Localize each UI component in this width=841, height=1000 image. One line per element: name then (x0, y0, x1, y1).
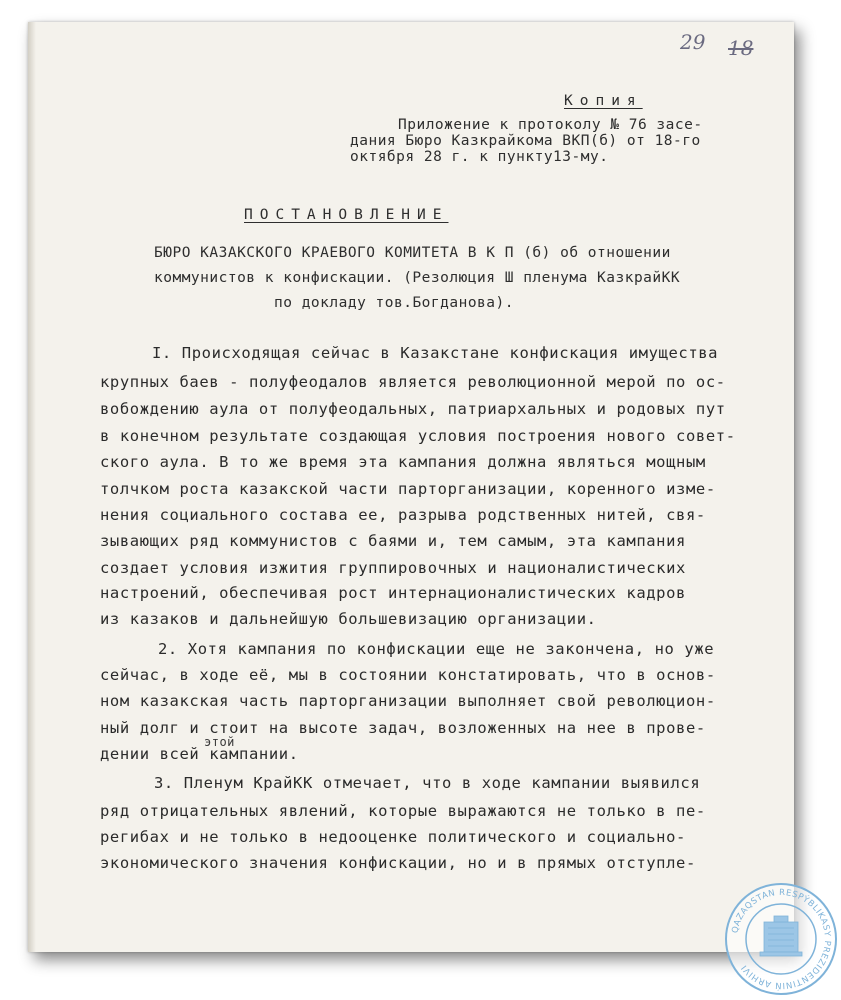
body-line: из казаков и дальнейшую большевизацию организации. (100, 610, 597, 628)
document-page (28, 22, 794, 952)
body-line: в конечном результате создающая условия построения нового совет- (100, 427, 736, 445)
body-line: сейчас, в ходе её, мы в состоянии констатировать, что в основ- (100, 666, 716, 684)
body-line: вобождению аула от полуфеодальных, патриархальных и родовых пут (100, 400, 726, 418)
insertion-word: этой (204, 735, 235, 749)
body-line: зывающих ряд коммунистов с баями и, тем самым, эта кампания (100, 532, 686, 550)
body-line: ряд отрицательных явлений, которые выражаются не только в пе- (100, 802, 706, 820)
page-number-current: 29 (680, 30, 706, 54)
appendix-line-1: Приложение к протоколу № 76 засе- (398, 117, 703, 133)
subtitle-line-3: по докладу тов.Богданова). (274, 295, 514, 311)
appendix-line-2: дания Бюро Казкрайкома ВКП(б) от 18-го (350, 133, 701, 149)
page-binding-edge (28, 22, 36, 952)
archive-seal (724, 882, 838, 996)
appendix-line-3: октября 28 г. к пункту13-му. (350, 149, 609, 165)
body-line: нения социального состава ее, разрыва родственных нитей, свя- (100, 506, 706, 524)
body-line: создает условия изжития группировочных и националистических (100, 559, 686, 577)
body-line: настроений, обеспечивая рост интернационалистических кадров (100, 584, 686, 602)
body-line: 2. Хотя кампания по конфискации еще не закончена, но уже (158, 640, 715, 658)
page-number-struck: 18 (728, 36, 754, 60)
body-line: I. Происходящая сейчас в Казакстане конфискация имущества (152, 344, 719, 362)
subtitle-line-2: коммунистов к конфискации. (Резолюция Ш пленума КазкрайКК (154, 270, 681, 286)
body-line: 3. Пленум КрайКК отмечает, что в ходе кампании выявился (154, 774, 701, 792)
subtitle-line-1: БЮРО КАЗАКСКОГО КРАЕВОГО КОМИТЕТА В К П (б) об отношении (154, 245, 671, 261)
building-icon (760, 916, 802, 956)
seal-ring-text: QAZAQSTAN RESPÝBLIKASY PREZIDENTINIŃ ARHIVI (730, 887, 833, 991)
body-line: регибах и не только в недооценке политического и социально- (100, 828, 686, 846)
document-heading: ПОСТАНОВЛЕНИЕ (244, 207, 449, 223)
copy-label: Копия (564, 93, 643, 109)
body-line: ского аула. В то же время эта кампания должна являться мощным (100, 453, 706, 471)
body-line: толчком роста казакской части парторганизации, коренного изме- (100, 480, 716, 498)
body-line: ный долг и стоит на высоте задач, возложенных на нее в прове- (100, 719, 706, 737)
body-line: экономического значения конфискации, но и в прямых отступле- (100, 854, 696, 872)
body-line: дении всей кампании. (100, 745, 299, 763)
body-line: ном казакская часть парторганизации выполняет свой революцион- (100, 692, 716, 710)
body-line: крупных баев - полуфеодалов является революционной мерой по ос- (100, 373, 726, 391)
